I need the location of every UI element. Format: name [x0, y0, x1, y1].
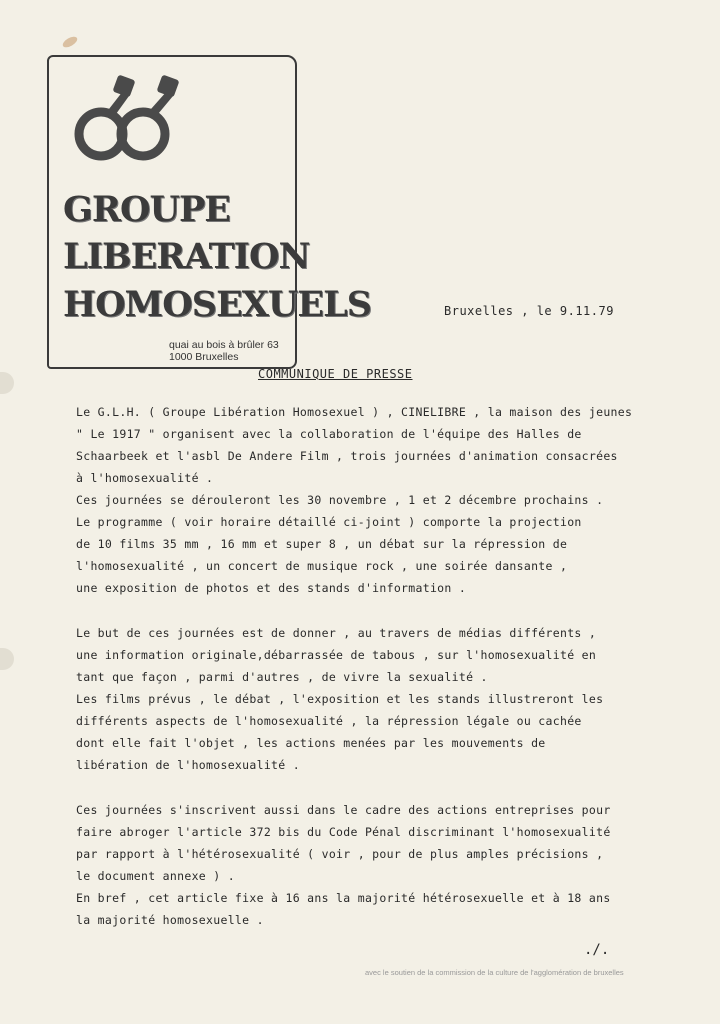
punch-hole-top [0, 372, 14, 394]
paragraph [76, 401, 696, 599]
text-line: de 10 films 35 mm , 16 mm et super 8 , un débat sur la répression de [76, 537, 568, 551]
text-line: Le but de ces journées est de donner , au travers de médias différents , [76, 626, 597, 640]
text-line: Ces journées s'inscrivent aussi dans le cadre des actions entreprises pour [76, 803, 611, 817]
text-line: dont elle fait l'objet , les actions menées par les mouvements de [76, 736, 546, 750]
text-line: Ces journées se dérouleront les 30 novembre , 1 et 2 décembre prochains . [76, 493, 604, 507]
place-date: Bruxelles , le 9.11.79 [444, 304, 614, 318]
punch-hole-bottom [0, 648, 14, 670]
address-line: quai au bois à brûler 63 [169, 339, 279, 351]
text-line: " Le 1917 " organisent avec la collaboration de l'équipe des Halles de [76, 427, 582, 441]
paper-stain [61, 35, 79, 50]
text-line: faire abroger l'article 372 bis du Code Pénal discriminant l'homosexualité [76, 825, 611, 839]
text-line: Les films prévus , le débat , l'exposition et les stands illustreront les [76, 692, 604, 706]
text-line: Le G.L.H. ( Groupe Libération Homosexuel ) , CINELIBRE , la maison des jeunes [76, 405, 633, 419]
org-name-line: LIBERATION [63, 236, 310, 277]
text-line: l'homosexualité , un concert de musique rock , une soirée dansante , [76, 559, 568, 573]
text-line: le document annexe ) . [76, 869, 235, 883]
org-name-line: HOMOSEXUELS [63, 284, 371, 325]
document-heading: COMMUNIQUE DE PRESSE [258, 367, 413, 381]
continued-mark: ./. [584, 942, 610, 958]
text-line: libération de l'homosexualité . [76, 758, 300, 772]
text-line: Schaarbeek et l'asbl De Andere Film , trois journées d'animation consacrées [76, 449, 618, 463]
text-line: par rapport à l'hétérosexualité ( voir , pour de plus amples précisions , [76, 847, 604, 861]
paragraph [76, 622, 696, 776]
text-line: une information originale,débarrassée de tabous , sur l'homosexualité en [76, 648, 597, 662]
text-line: une exposition de photos et des stands d'information . [76, 581, 467, 595]
text-line: En bref , cet article fixe à 16 ans la majorité hétérosexuelle et à 18 ans [76, 891, 611, 905]
text-line: différents aspects de l'homosexualité , la répression légale ou cachée [76, 714, 582, 728]
text-line: Le programme ( voir horaire détaillé ci-joint ) comporte la projection [76, 515, 582, 529]
letterhead-stamp [47, 55, 371, 369]
paragraph [76, 799, 696, 931]
address-line: 1000 Bruxelles [169, 351, 239, 363]
text-line: à l'homosexualité . [76, 471, 214, 485]
org-name-line: GROUPE [63, 189, 230, 230]
footer-note: avec le soutien de la commission de la culture de l'agglomération de bruxelles [365, 968, 624, 977]
linked-symbols-logo [61, 69, 191, 179]
text-line: la majorité homosexuelle . [76, 913, 264, 927]
text-line: tant que façon , parmi d'autres , de vivre la sexualité . [76, 670, 488, 684]
